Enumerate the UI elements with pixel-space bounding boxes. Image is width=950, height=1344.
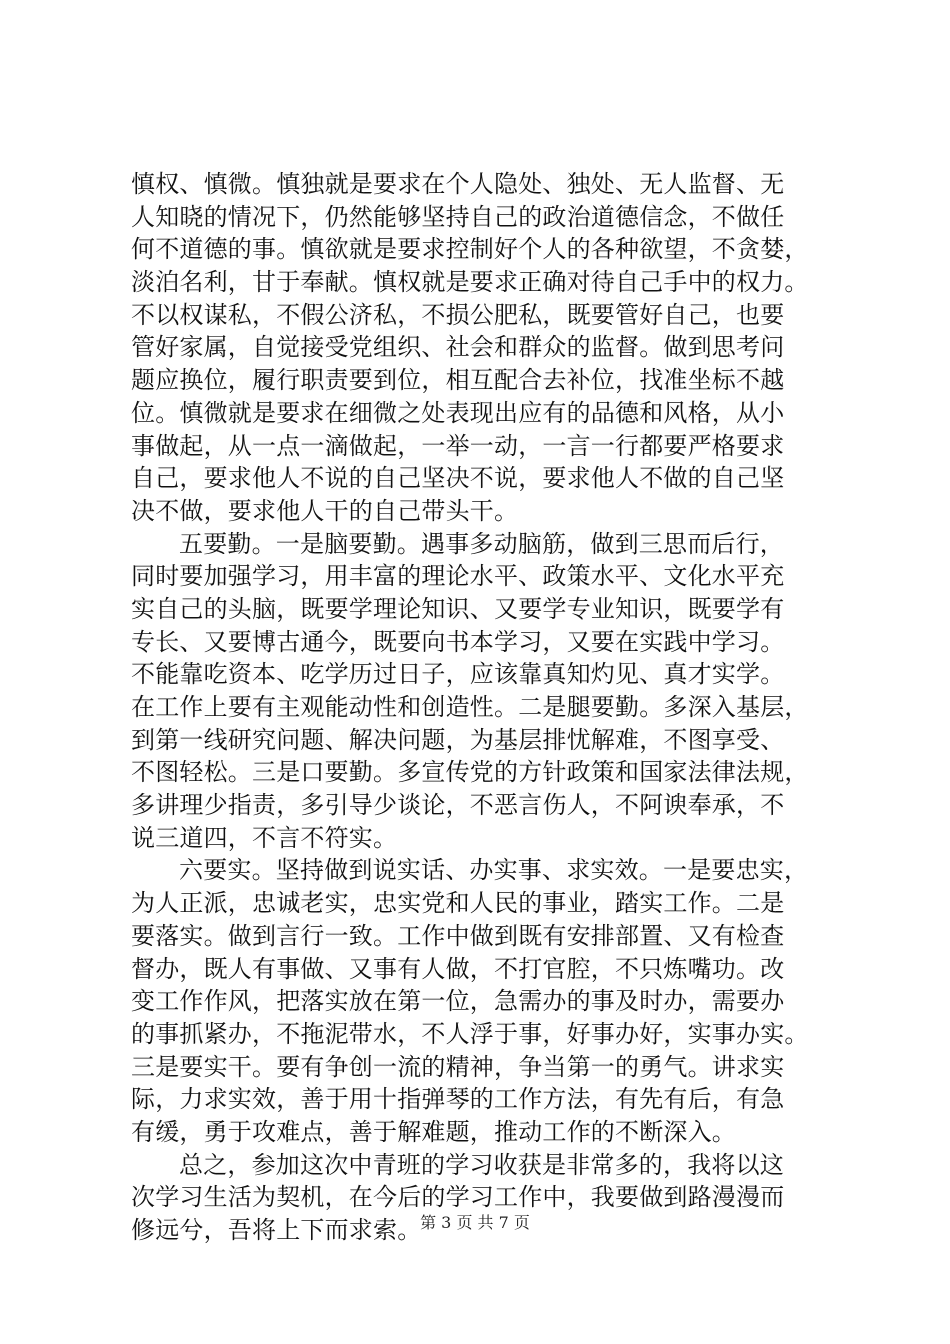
text-line: 管好家属，自觉接受党组织、社会和群众的监督。做到思考问 (131, 333, 785, 362)
body-text (131, 168, 831, 1247)
text-line: 实自己的头脑，既要学理论知识、又要学专业知识，既要学有 (131, 594, 785, 623)
text-line: 不能靠吃资本、吃学历过日子，应该靠真知灼见、真才实学。 (131, 660, 785, 689)
text-line: 五要勤。一是脑要勤。遇事多动脑筋，做到三思而后行， (179, 529, 784, 558)
text-line: 际，力求实效，善于用十指弹琴的工作方法，有先有后，有急 (131, 1085, 785, 1114)
text-line: 慎权、慎微。慎独就是要求在个人隐处、独处、无人监督、无 (131, 170, 785, 198)
text-line: 总之，参加这次中青班的学习收获是非常多的，我将以这 (179, 1150, 784, 1179)
text-line: 说三道四，不言不符实。 (131, 823, 398, 852)
text-line: 决不做，要求他人干的自己带头干。 (131, 496, 519, 525)
text-line: 到第一线研究问题、解决问题，为基层排忧解难，不图享受、 (131, 725, 785, 754)
text-line: 淡泊名利，甘于奉献。慎权就是要求正确对待自己手中的权力。 (131, 268, 809, 297)
text-line: 要落实。做到言行一致。工作中做到既有安排部置、又有检查 (131, 921, 785, 950)
text-line: 何不道德的事。慎欲就是要求控制好个人的各种欲望，不贪婪， (131, 235, 809, 264)
text-line: 变工作作风，把落实放在第一位，急需办的事及时办，需要办 (131, 987, 785, 1016)
text-line: 事做起，从一点一滴做起，一举一动，一言一行都要严格要求 (131, 431, 785, 460)
text-line: 三是要实干。要有争创一流的精神，争当第一的勇气。讲求实 (131, 1052, 785, 1081)
text-line: 的事抓紧办，不拖泥带水，不人浮于事，好事办好，实事办实。 (131, 1019, 809, 1048)
text-line: 多讲理少指责，多引导少谈论，不恶言伤人，不阿谀奉承，不 (131, 791, 785, 820)
text-line: 六要实。坚持做到说实话、办实事、求实效。一是要忠实， (179, 856, 809, 885)
text-line: 督办，既人有事做、又事有人做，不打官腔，不只炼嘴功。改 (131, 954, 785, 983)
text-line: 不以权谋私，不假公济私，不损公肥私，既要管好自己，也要 (131, 300, 785, 329)
text-line: 专长、又要博古通今，既要向书本学习，又要在实践中学习。 (131, 627, 785, 656)
text-line: 为人正派，忠诚老实，忠实党和人民的事业，踏实工作。二是 (131, 889, 785, 918)
text-line: 同时要加强学习，用丰富的理论水平、政策水平、文化水平充 (131, 562, 785, 591)
text-line: 有缓，勇于攻难点，善于解难题，推动工作的不断深入。 (131, 1117, 736, 1146)
text-line: 题应换位，履行职责要到位，相互配合去补位，找准坐标不越 (131, 366, 785, 395)
text-line: 次学习生活为契机，在今后的学习工作中，我要做到路漫漫而 (131, 1183, 785, 1212)
text-line: 人知晓的情况下，仍然能够坚持自己的政治道德信念，不做任 (131, 202, 785, 231)
page-total: 共 7 页 (477, 1213, 530, 1232)
text-line: 不图轻松。三是口要勤。多宣传党的方针政策和国家法律法规， (131, 758, 809, 787)
page-footer (0, 1213, 950, 1233)
page-number: 第 3 页 (420, 1213, 473, 1232)
text-line: 在工作上要有主观能动性和创造性。二是腿要勤。多深入基层， (131, 693, 809, 721)
text-line: 位。慎微就是要求在细微之处表现出应有的品德和风格，从小 (131, 398, 785, 427)
text-line: 自己，要求他人不说的自己坚决不说，要求他人不做的自己坚 (131, 464, 785, 493)
text-line: 修远兮，吾将上下而求索。 (131, 1216, 422, 1244)
